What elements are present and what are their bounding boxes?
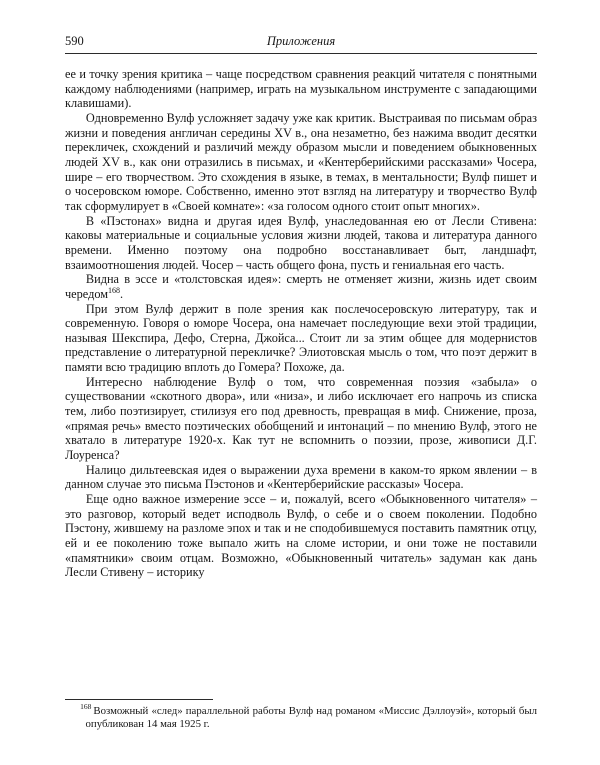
footnote-marker: 168 — [80, 702, 92, 712]
page-number: 590 — [65, 34, 84, 48]
footnote-ref: 168 — [108, 285, 121, 295]
paragraph-text: Видна в эссе и «толстовская идея»: смерть не отменяет жизни, жизнь идет своим чередом — [65, 272, 537, 301]
page-header — [65, 34, 537, 49]
footnote-rule — [65, 699, 213, 700]
paragraph: Одновременно Вулф усложняет задачу уже как критик. Выстраивая по письмам образ жизни и поведения англичан середины XV в., она незаметно, без нажима вводит десятки перекличек, схождений и различий между образом мысли и поведением обыкновенных людей XV в., как они отразились в письмах, и «Кентерберийскими рассказами» Чосера, шире – его творчеством. Это схождения в языке, в темах, в ментальности; Вулф пишет и о чосеровском юморе. Собственно, именно этот взгляд на литературу и творчество Вулф так сформулирует в «Своей комнате»: «за голосом одного стоит опыт многих». — [65, 110, 537, 213]
paragraph: В «Пэстонах» видна и другая идея Вулф, унаследованная ею от Лесли Стивена: каковы материальные и социальные условия жизни людей, такова и литература данного времени. Именно поэтому она подробно восстанавливает быт, ландшафт, взаимоотношения людей. Чосер – часть общего фона, пусть и гениальная его часть. — [65, 213, 537, 272]
paragraph: При этом Вулф держит в поле зрения как послечосеровскую литературу, так и современную. Говоря о юморе Чосера, она намечает последующие вехи этой традиции, называя Шекспира, Дефо, Стерна, Джойса... Стоит ли за этим общее для модернистов представление о литературной перекличке? Элиотовская мысль о том, что поэт держит в памяти всю традицию вплоть до Гомера? Похоже, да. — [65, 301, 537, 375]
page-body — [65, 67, 537, 580]
running-title: Приложения — [266, 34, 336, 48]
header-rule — [65, 53, 537, 54]
paragraph: ее и точку зрения критика – чаще посредством сравнения реакций читателя с понятными каждому наблюдениями (например, играть на музыкальном инструменте с западающими клавишами). — [65, 67, 537, 111]
paragraph: Интересно наблюдение Вулф о том, что современная поэзия «забыла» о существовании «скотного двора», или «низа», и либо исключает его напрочь из списка тем, либо поэтизирует, стилизуя его под древность, превращая в миф. Снижение, проза, «прямая речь» вместо поэтических обобщений и интонаций – по мнению Вулф, этого не хватало в литературе 1920-х. Как тут не вспомнить о поэзии, прозе, живописи Д.Г. Лоуренса? — [65, 374, 537, 463]
paragraph — [65, 272, 537, 301]
paragraph-text: . — [120, 286, 124, 301]
footnote-area — [65, 699, 537, 731]
paragraph: Еще одно важное измерение эссе – и, пожалуй, всего «Обыкновенного читателя» – это разговор, который ведет исподволь Вулф, о себе и о своем поколении. Подобно Пэстону, жившему на разломе эпох и так и не сподобившемуся поставить памятник отцу, ей и ее поколению тоже выпало жить на сломе истории, и они тоже не поставили «памятники» своим отцам. Возможно, «Обыкновенный читатель» задуман как дань Лесли Стивену – историку — [65, 492, 537, 580]
paragraph: Налицо дильтеевская идея о выражении духа времени в каком-то ярком явлении – в данном случае это письма Пэстонов и «Кентерберийские рассказы» Чосера. — [65, 462, 537, 492]
footnote — [80, 702, 537, 731]
footnote-text: Возможный «след» параллельной работы Вулф над романом «Миссис Дэллоуэй», который был опубликован 14 мая 1925 г. — [85, 705, 537, 731]
